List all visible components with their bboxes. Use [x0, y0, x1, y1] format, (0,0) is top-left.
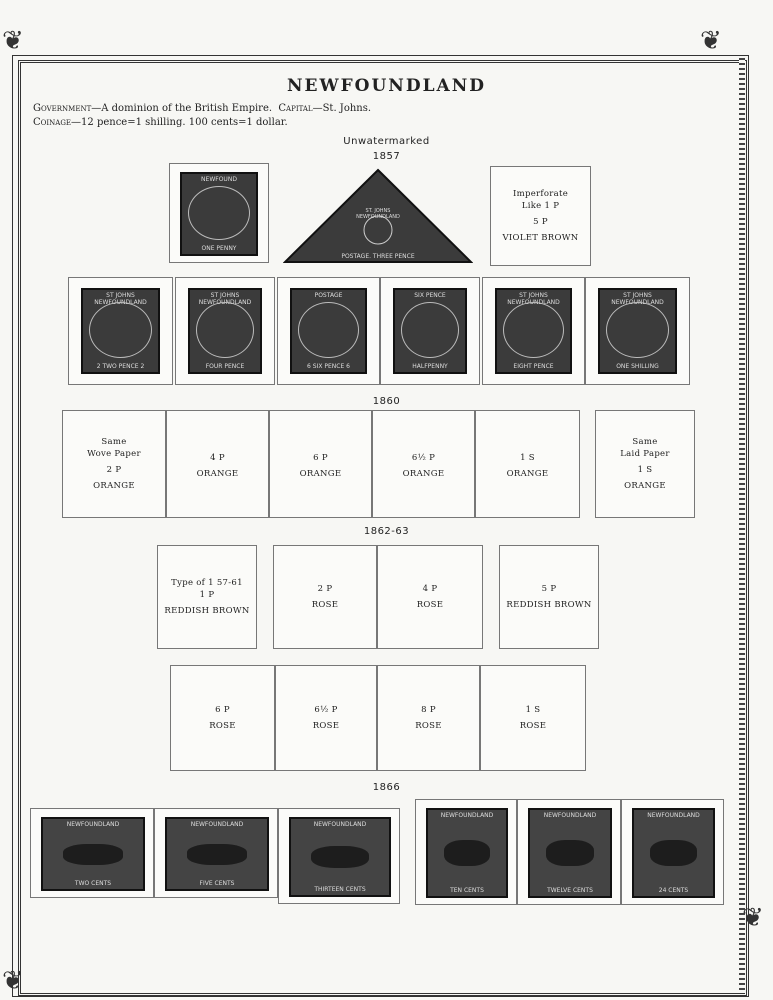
stamp-space-text: [378, 704, 479, 732]
stamp-space[interactable]: [372, 410, 475, 518]
stamp-space-line: REDDISH BROWN: [506, 600, 592, 610]
stamp-frame: [380, 277, 480, 385]
stamp-top-text: NEWFOUNDLAND: [647, 812, 700, 819]
stamp-space-text: [500, 583, 598, 611]
stamp-space-text: [274, 583, 376, 611]
year-1866-label: 1866: [372, 782, 401, 793]
stamp-frame: [30, 808, 154, 898]
stamp-top-text: NEWFOUNDLAND: [440, 812, 494, 819]
stamp-vignette-icon: [63, 844, 123, 865]
stamp-frame: [277, 277, 380, 385]
stamp-space[interactable]: [269, 410, 372, 518]
stamp-space-text: [158, 577, 256, 617]
stamp-caption: THIRTEEN CENTS: [314, 886, 366, 893]
stamp-top-text: ST JOHNS NEWFOUNDLAND: [507, 292, 560, 306]
stamp-frame: [154, 808, 278, 898]
stamp-top-text: NEWFOUND: [201, 176, 237, 183]
stamp-engraved: [81, 288, 160, 374]
stamp-caption: 24 CENTS: [658, 887, 689, 894]
stamp-frame: [68, 277, 173, 385]
stamp-one-penny: [180, 172, 258, 256]
stamp-emblem-icon: [606, 302, 669, 358]
stamp-engraved: [528, 808, 612, 898]
stamp-space-line: 6 P: [313, 453, 328, 463]
stamp-vignette-icon: [187, 844, 247, 865]
stamp-space[interactable]: [273, 545, 377, 649]
stamp-space-color: VIOLET BROWN: [502, 233, 579, 243]
stamp-engraved: [41, 817, 145, 891]
stamp-space[interactable]: [377, 665, 480, 771]
stamp-top-text: POSTAGE: [314, 292, 343, 299]
stamp-space-text: [596, 436, 694, 492]
stamp-space-line: ORANGE: [93, 481, 135, 491]
stamp-space[interactable]: [170, 665, 275, 771]
stamp-space-line: 2 P: [317, 584, 333, 594]
stamp-frame: [621, 799, 724, 905]
stamp-space-line: ORANGE: [506, 469, 549, 479]
stamp-space[interactable]: [62, 410, 166, 518]
stamp-space-line: ROSE: [209, 721, 236, 731]
stamp-engraved: [393, 288, 467, 374]
stamp-frame-1p: [169, 163, 269, 263]
stamp-space-line: ROSE: [415, 721, 442, 731]
stamp-frame: [482, 277, 585, 385]
stamp-space-line: ROSE: [311, 600, 339, 610]
coinage-label: Coinage: [33, 117, 72, 128]
stamp-engraved: [632, 808, 715, 898]
stamp-vignette-icon: [444, 840, 491, 866]
year-1857-label: 1857: [372, 151, 401, 162]
stamp-emblem-icon: [401, 302, 459, 358]
stamp-caption: EIGHT PENCE: [513, 363, 554, 370]
stamp-caption: ONE PENNY: [201, 245, 237, 252]
ornament-bottom-right-icon: ❦: [742, 903, 764, 933]
stamp-caption: TWELVE CENTS: [547, 887, 593, 894]
stamp-top-text: ST JOHNS NEWFOUNDLAND: [611, 292, 664, 306]
stamp-space-line: Laid Paper: [620, 449, 670, 459]
stamp-space-line: ORANGE: [299, 469, 342, 479]
stamp-space[interactable]: [157, 545, 257, 649]
country-info: [33, 102, 371, 130]
stamp-space-line: Same: [632, 437, 658, 447]
stamp-space-line: 1 S: [637, 465, 653, 475]
stamp-space-text: [476, 448, 579, 480]
stamp-top-text: NEWFOUNDLAND: [543, 812, 597, 819]
stamp-caption: FIVE CENTS: [199, 880, 235, 887]
stamp-emblem-icon: [298, 302, 359, 358]
stamp-space-line2: Like 1 P: [521, 201, 560, 211]
stamp-space-line: 5 P: [541, 584, 557, 594]
stamp-space-line: ROSE: [312, 721, 340, 731]
year-1860-label: 1860: [372, 396, 401, 407]
stamp-frame: [415, 799, 517, 905]
stamp-space-line: 2 P: [106, 465, 122, 475]
stamp-space-line: 1 S: [525, 705, 541, 715]
stamp-space[interactable]: [595, 410, 695, 518]
stamp-triangle-three-pence: [283, 168, 473, 264]
stamp-space-line: 6½ P: [411, 453, 436, 463]
stamp-space-text: [63, 436, 165, 492]
stamp-engraved: [426, 808, 508, 898]
stamp-space-line: 4 P: [422, 584, 438, 594]
stamp-vignette-icon: [311, 846, 370, 869]
ornament-top-left-icon: ❦: [2, 26, 24, 56]
stamp-caption: 6 SIX PENCE 6: [307, 363, 350, 370]
triangle-stamp-caption: POSTAGE. THREE PENCE: [341, 253, 415, 260]
stamp-space-line: 4 P: [210, 453, 225, 463]
stamp-engraved: [188, 288, 262, 374]
stamp-space-line: 8 P: [421, 705, 436, 715]
stamp-space-text: [481, 704, 585, 732]
stamp-space-text: [276, 704, 376, 732]
stamp-space-line: Same: [101, 437, 127, 447]
stamp-space-text: [167, 448, 268, 480]
stamp-frame: [278, 808, 400, 904]
stamp-engraved: [289, 817, 391, 897]
stamp-space-text: [171, 704, 274, 732]
stamp-space-line: ORANGE: [196, 469, 239, 479]
coinage-text: —12 pence=1 shilling. 100 cents=1 dollar.: [71, 117, 288, 128]
stamp-space[interactable]: [275, 665, 377, 771]
stamp-space-line: 6 P: [215, 705, 230, 715]
stamp-caption: TEN CENTS: [450, 887, 484, 894]
stamp-emblem-icon: [188, 186, 250, 240]
stamp-space-line: 1 P: [199, 590, 215, 600]
stamp-top-text: NEWFOUNDLAND: [190, 821, 244, 828]
stamp-frame: [585, 277, 690, 385]
stamp-engraved: [290, 288, 367, 374]
stamp-top-text: SIX PENCE: [414, 292, 446, 299]
stamp-top-text: NEWFOUNDLAND: [313, 821, 367, 828]
stamp-engraved: [495, 288, 572, 374]
stamp-emblem-icon: [89, 302, 152, 358]
capital-text: —St. Johns.: [312, 103, 372, 114]
coinage-line: [33, 116, 371, 130]
stamp-caption: ONE SHILLING: [616, 363, 659, 370]
stamp-space-line: 6½ P: [314, 705, 338, 715]
stamp-caption: FOUR PENCE: [205, 363, 245, 370]
page-title: NEWFOUNDLAND: [287, 76, 486, 96]
stamp-space-line: ROSE: [519, 721, 547, 731]
unwatermarked-label: Unwatermarked: [343, 136, 430, 147]
stamp-vignette-icon: [546, 840, 594, 866]
stamp-caption: HALFPENNY: [412, 363, 448, 370]
stamp-space-text: [378, 583, 482, 611]
triangle-stamp-top-text: ST. JOHNS NEWFOUNDLAND: [356, 208, 400, 220]
stamp-space-line1: Imperforate: [512, 189, 569, 199]
stamp-space-line: REDDISH BROWN: [164, 606, 250, 616]
capital-label: Capital: [278, 103, 313, 114]
stamp-space[interactable]: [499, 545, 599, 649]
stamp-top-text: NEWFOUNDLAND: [66, 821, 120, 828]
stamp-space[interactable]: [475, 410, 580, 518]
stamp-space[interactable]: [166, 410, 269, 518]
stamp-caption: TWO CENTS: [74, 880, 112, 887]
stamp-space-text: [491, 188, 590, 244]
government-line: [33, 102, 371, 116]
stamp-emblem-icon: [196, 302, 254, 358]
stamp-vignette-icon: [650, 840, 697, 866]
ornament-top-right-icon: ❦: [700, 26, 722, 56]
stamp-space-denomination: 5 P: [533, 217, 548, 227]
stamp-space-line: Wove Paper: [87, 449, 141, 459]
stamp-engraved: [598, 288, 677, 374]
stamp-top-text: ST JOHNS NEWFOUNDLAND: [198, 292, 252, 306]
ornament-bottom-left-icon: ❦: [2, 966, 24, 996]
stamp-space[interactable]: [480, 665, 586, 771]
stamp-space-line: ORANGE: [624, 481, 666, 491]
stamp-top-text: ST JOHNS NEWFOUNDLAND: [94, 292, 147, 306]
stamp-space-line: 1 S: [520, 453, 535, 463]
government-label: Government: [33, 103, 92, 114]
stamp-space-text: [270, 448, 371, 480]
stamp-emblem-icon: [503, 302, 564, 358]
stamp-engraved: [165, 817, 269, 891]
stamp-frame: [517, 799, 621, 905]
stamp-frame: [175, 277, 275, 385]
stamp-space[interactable]: [377, 545, 483, 649]
stamp-space-line: Type of 1 57-61: [171, 578, 243, 588]
stamp-space-5p[interactable]: [490, 166, 591, 266]
year-1862-label: 1862-63: [363, 526, 410, 537]
stamp-caption: 2 TWO PENCE 2: [96, 363, 145, 370]
stamp-space-line: ROSE: [416, 600, 444, 610]
stamp-space-line: ORANGE: [402, 469, 445, 479]
government-text: —A dominion of the British Empire.: [91, 103, 273, 114]
stamp-space-text: [373, 448, 474, 480]
